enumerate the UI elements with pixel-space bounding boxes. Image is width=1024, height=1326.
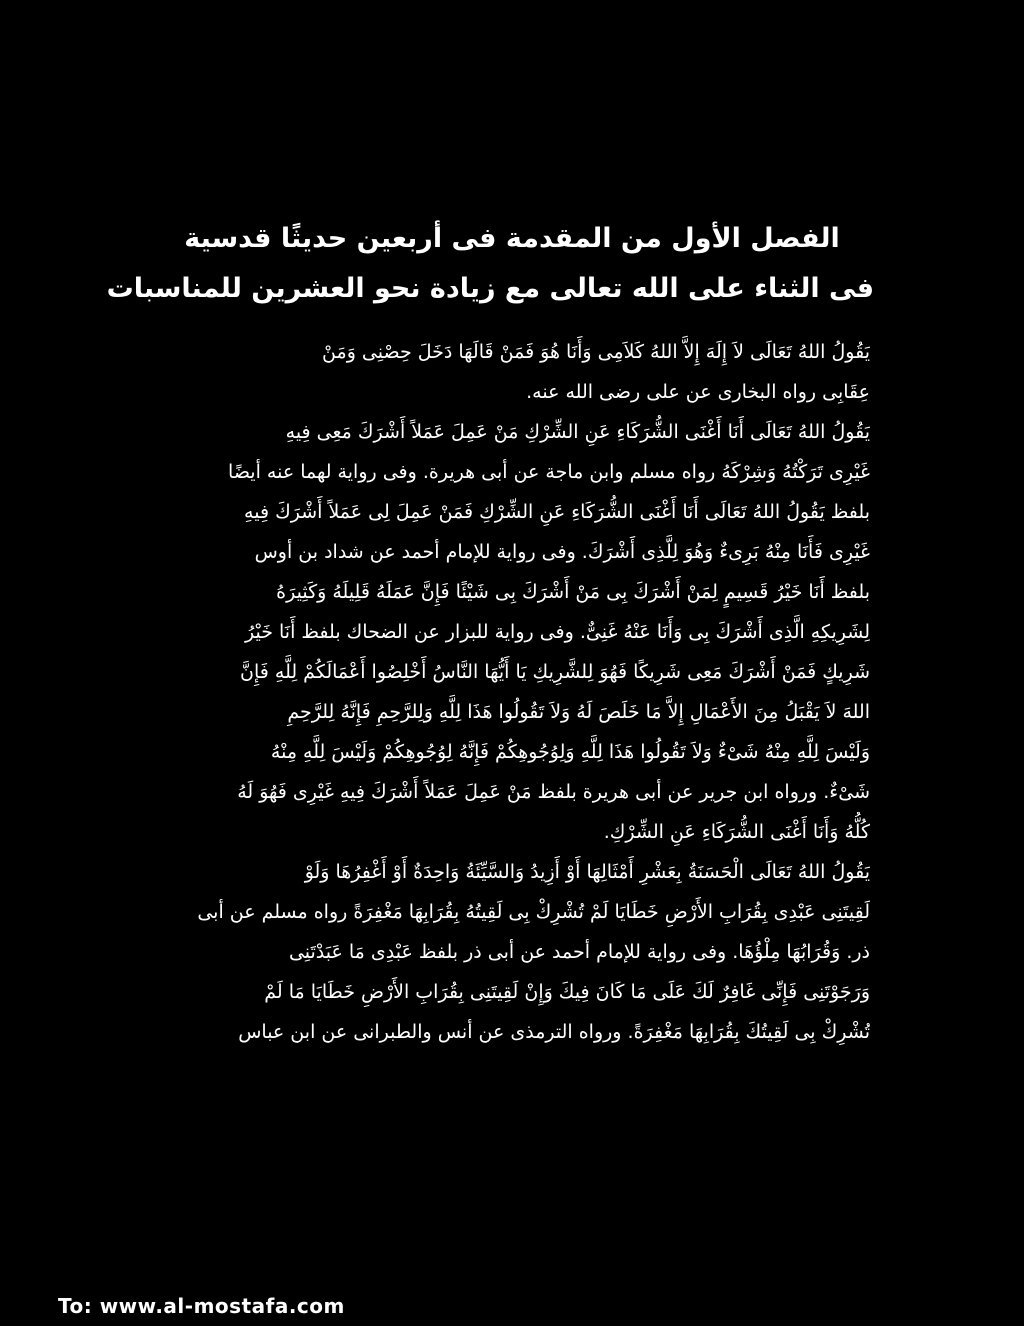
text-line: بلفظ يَقُولُ اللهُ تَعَالَى أَنَا أَغْنَى الشُّرَكَاءِ عَنِ الشِّرْكِ فَمَنْ عَمِلَ لِى عَمَلاً أَشْرَكَ فِيهِ <box>244 501 870 523</box>
text-line: عِقَابِى رواه البخارى عن على رضى الله عنه. <box>526 381 870 403</box>
text-line: شَرِيكٍ فَمَنْ أَشْرَكَ مَعِى شَرِيكًا فَهُوَ لِلشَّرِيكِ يَا أَيُّهَا النَّاسُ أَخْلِصُوا أَعْمَالَكُمْ لِلَّهِ فَإِنَّ <box>240 661 870 683</box>
text-line: وَلَيْسَ لِلَّهِ مِنْهُ شَىْءٌ وَلاَ تَقُولُوا هَذَا لِلَّهِ وَلِوُجُوهِكُمْ فَإِنَّهُ لِوُجُوهِكُمْ وَلَيْسَ لِلَّهِ مِنْهُ <box>270 741 870 763</box>
text-line: اللهَ لاَ يَقْبَلُ مِنَ الأَعْمَالِ إِلاَّ مَا خَلَصَ لَهُ وَلاَ تَقُولُوا هَذَا لِلَّهِ وَلِلرَّحِمِ فَإِنَّهُ لِلرَّحِمِ <box>287 701 870 723</box>
text-line: كُلُّهُ وَأَنَا أَغْنَى الشُّرَكَاءِ عَنِ الشِّرْكِ. <box>603 821 870 843</box>
body-text <box>160 332 870 1052</box>
footer-source-link: To: www.al-mostafa.com <box>58 1294 345 1318</box>
text-line: بلفظ أَنَا خَيْرُ قَسِيمٍ لِمَنْ أَشْرَكَ بِى مَنْ أَشْرَكَ بِى شَيْئًا فَإِنَّ عَمَلَهُ قَلِيلَهُ وَكَثِيرَهُ <box>276 581 870 603</box>
text-line: يَقُولُ اللهُ تَعَالَى أَنَا أَغْنَى الشُّرَكَاءِ عَنِ الشِّرْكِ مَنْ عَمِلَ عَمَلاً أَشْرَكَ مَعِى فِيهِ <box>285 421 870 443</box>
text-line: ذر. وَقُرَابُهَا مِلْؤُهَا. وفى رواية للإمام أحمد عن أبى ذر بلفظ عَبْدِى مَا عَبَدْتَنِى <box>288 941 870 963</box>
text-line: شَىْءٌ. ورواه ابن جرير عن أبى هريرة بلفظ مَنْ عَمِلَ عَمَلاً أَشْرَكَ فِيهِ غَيْرِى فَهُوَ لَهُ <box>237 781 870 803</box>
text-line: لِشَرِيكِهِ الَّذِى أَشْرَكَ بِى وَأَنَا عَنْهُ غَنِىٌّ. وفى رواية للبزار عن الضحاك بلفظ أَنَا خَيْرُ <box>244 621 870 643</box>
text-line: وَرَجَوْتَنِى فَإِنِّى غَافِرٌ لَكَ عَلَى مَا كَانَ فِيكَ وَإِنْ لَقِيتَنِى بِقُرَابِ الأَرْضِ خَطَايَا مَا لَمْ <box>264 981 870 1003</box>
text-line: يَقُولُ اللهُ تَعَالَى لاَ إِلَهَ إِلاَّ اللهُ كَلاَمِى وَأَنَا هُوَ فَمَنْ قَالَهَا دَخَلَ حِصْنِى وَمَنْ <box>322 341 870 363</box>
text-line: يَقُولُ اللهُ تَعَالَى الْحَسَنَةُ بِعَشْرِ أَمْثَالِهَا أَوْ أَزِيدُ وَالسَّيِّئَةُ وَاحِدَةٌ أَوْ أَغْفِرُهَا وَلَوْ <box>304 861 870 883</box>
chapter-title-block <box>106 214 874 314</box>
text-line: لَقِيتَنِى عَبْدِى بِقُرَابِ الأَرْضِ خَطَايَا لَمْ تُشْرِكْ بِى لَقِيتُهُ بِقُرَابِهَا مَغْفِرَةً رواه مسلم عن أبى <box>197 901 870 923</box>
text-line: غَيْرِى فَأَنَا مِنْهُ بَرِىءٌ وَهُوَ لِلَّذِى أَشْرَكَ. وفى رواية للإمام أحمد عن شداد بن أوس <box>254 541 870 563</box>
text-line: تُشْرِكْ بِى لَقِيتُكَ بِقُرَابِهَا مَغْفِرَةً. ورواه الترمذى عن أنس والطبرانى عن ابن عباس <box>238 1021 870 1043</box>
chapter-subtitle: فى الثناء على الله تعالى مع زيادة نحو العشرين للمناسبات <box>106 273 874 304</box>
text-line: غَيْرِى تَرَكْتُهُ وَشِرْكَهُ رواه مسلم وابن ماجة عن أبى هريرة. وفى رواية لهما عنه أيضًا <box>228 461 870 483</box>
chapter-title: الفصل الأول من المقدمة فى أربعين حديثًا قدسية <box>184 223 840 254</box>
